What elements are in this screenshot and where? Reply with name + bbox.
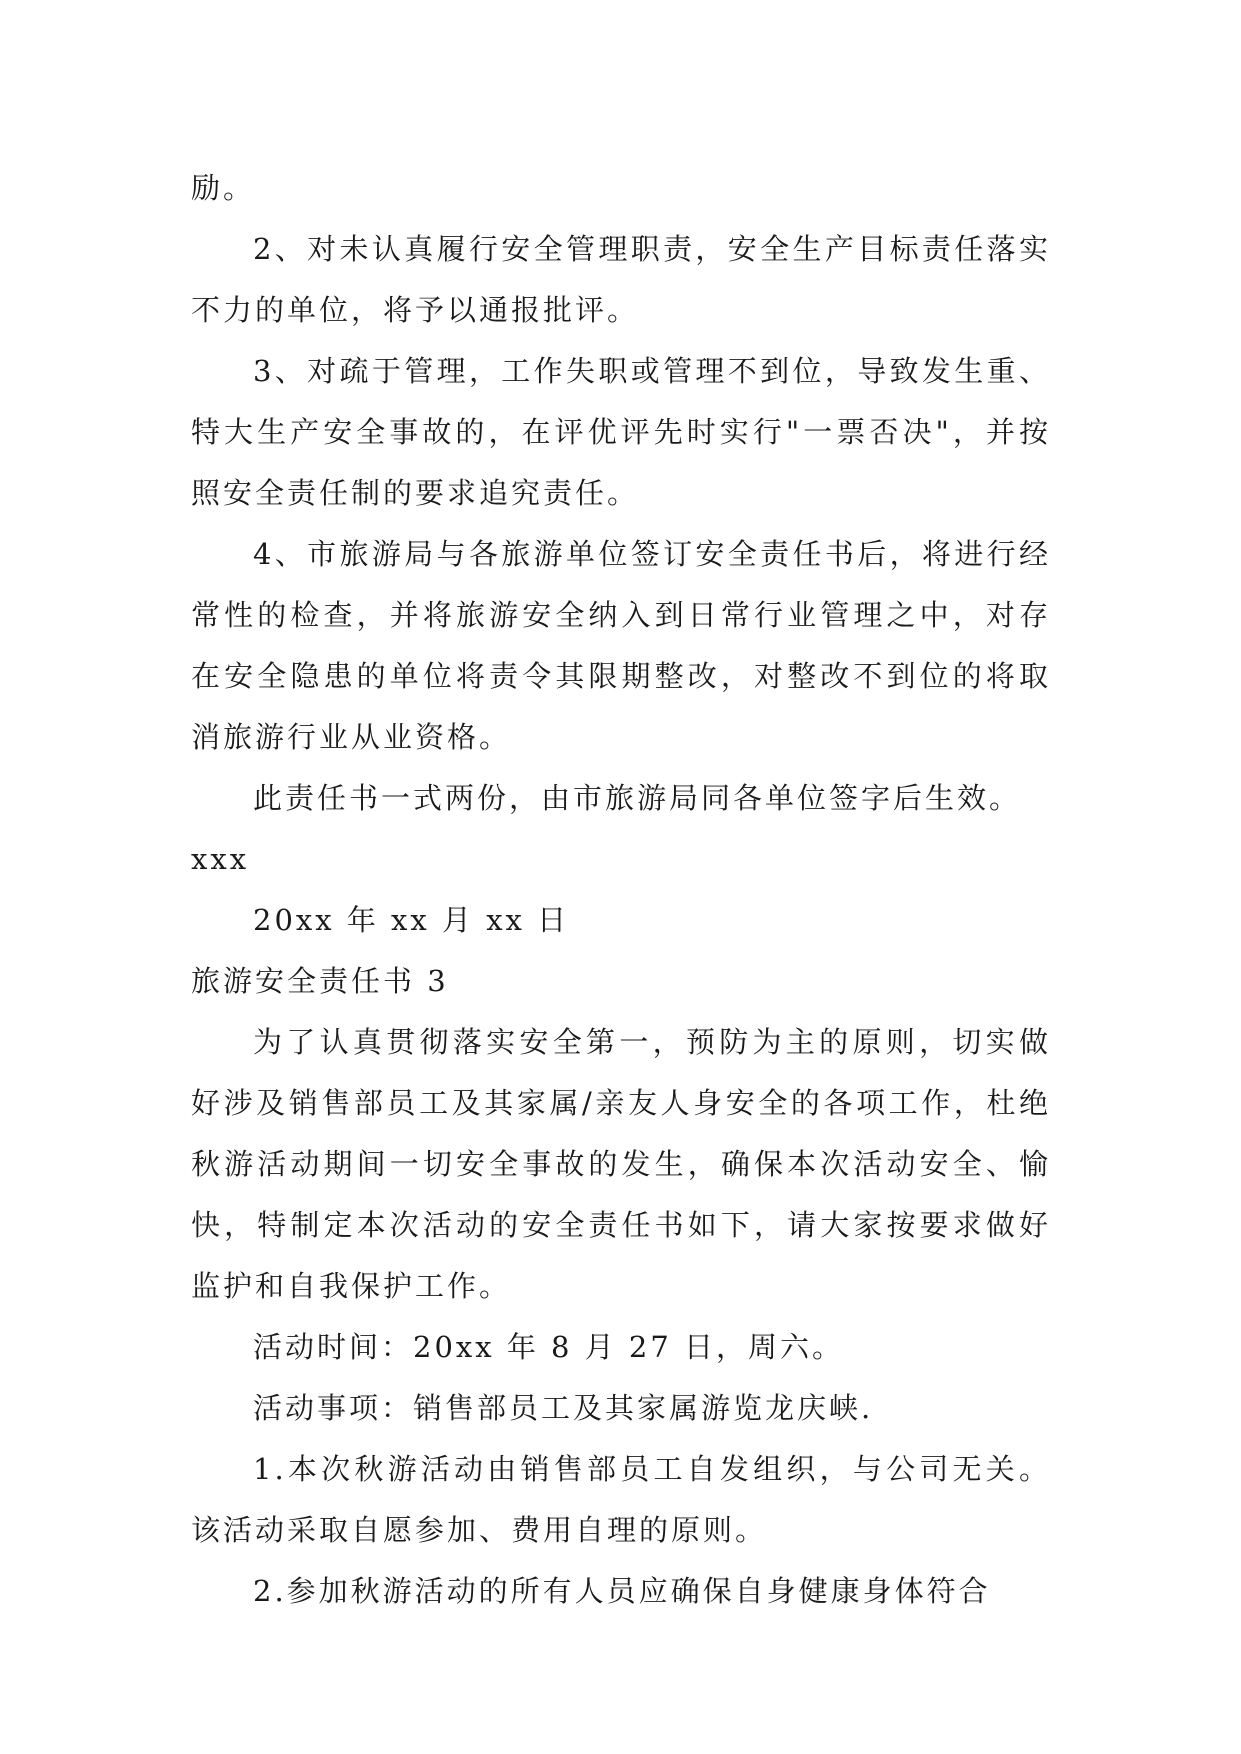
signing-date: 20xx 年 xx 月 xx 日 (253, 903, 570, 937)
section-title: 旅游安全责任书 3 (191, 964, 449, 998)
paragraph-rule-2: 2.参加秋游活动的所有人员应确保自身健康身体符合 (253, 1574, 991, 1608)
document-body (191, 158, 1051, 1622)
paragraph-purpose: 为了认真贯彻落实安全第一，预防为主的原则，切实做好涉及销售部员工及其家属/亲友人身安全的各项工作，杜绝秋游活动期间一切安全事故的发生，确保本次活动安全、愉快，特制定本次活动的安全责任书如下，请大家按要求做好监护和自我保护工作。 (191, 1025, 1051, 1303)
paragraph-item-4: 4、市旅游局与各旅游单位签订安全责任书后，将进行经常性的检查，并将旅游安全纳入到日常行业管理之中，对存在安全隐患的单位将责令其限期整改，对整改不到位的将取消旅游行业从业资格。 (191, 537, 1051, 754)
paragraph-item-3: 3、对疏于管理，工作失职或管理不到位，导致发生重、特大生产安全事故的，在评优评先时实行"一票否决"，并按照安全责任制的要求追究责任。 (191, 354, 1051, 510)
signatory-name: xxx (191, 842, 250, 876)
paragraph-rule-1: 1.本次秋游活动由销售部员工自发组织，与公司无关。该活动采取自愿参加、费用自理的原则。 (191, 1452, 1051, 1547)
paragraph-activity-time: 活动时间：20xx 年 8 月 27 日，周六。 (253, 1330, 845, 1364)
paragraph-activity-matter: 活动事项：销售部员工及其家属游览龙庆峡. (253, 1391, 874, 1425)
paragraph-item-2: 2、对未认真履行安全管理职责，安全生产目标责任落实不力的单位，将予以通报批评。 (191, 232, 1051, 327)
paragraph-copies-note: 此责任书一式两份，由市旅游局同各单位签字后生效。 (253, 781, 1022, 815)
paragraph-reward-tail: 励。 (191, 171, 256, 205)
